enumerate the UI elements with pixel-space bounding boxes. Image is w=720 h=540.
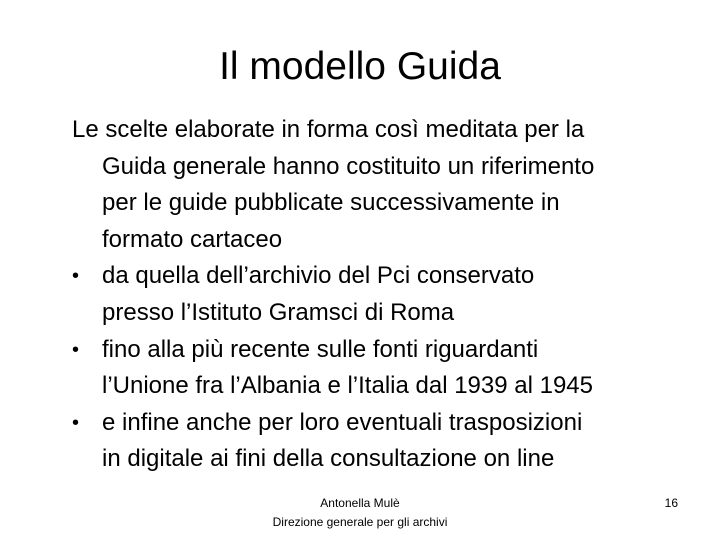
footer-credits	[240, 494, 480, 532]
bullet-line: in digitale ai fini della consultazione on line	[102, 445, 555, 473]
bullet-icon: •	[72, 338, 80, 361]
intro-line: per le guide pubblicate successivamente in	[102, 189, 560, 217]
slide-title	[0, 44, 720, 90]
intro-paragraph	[72, 112, 702, 258]
slide-title-text: Il modello Guida	[219, 45, 501, 88]
footer-organization: Direzione generale per gli archivi	[272, 515, 448, 529]
bullet-icon: •	[72, 411, 80, 434]
bullet-line: fino alla più recente sulle fonti riguardanti	[102, 335, 539, 363]
intro-line: Guida generale hanno costituito un riferimento	[102, 152, 595, 180]
bullet-item-1	[72, 258, 702, 331]
bullet-item-2	[72, 332, 702, 405]
bullet-line: presso l’Istituto Gramsci di Roma	[102, 298, 455, 326]
page-number: 16	[664, 496, 678, 510]
bullet-line: e infine anche per loro eventuali trasposizioni	[102, 408, 583, 436]
bullet-item-3	[72, 405, 702, 478]
intro-line: Le scelte elaborate in forma così meditata per la	[72, 116, 585, 143]
bullet-line: da quella dell’archivio del Pci conservato	[102, 262, 535, 290]
bullet-icon: •	[72, 265, 80, 288]
slide-body	[72, 112, 702, 478]
bullet-line: l’Unione fra l’Albania e l’Italia dal 1939 al 1945	[102, 372, 593, 400]
footer-author: Antonella Mulè	[320, 496, 400, 510]
intro-line: formato cartaceo	[102, 225, 283, 253]
